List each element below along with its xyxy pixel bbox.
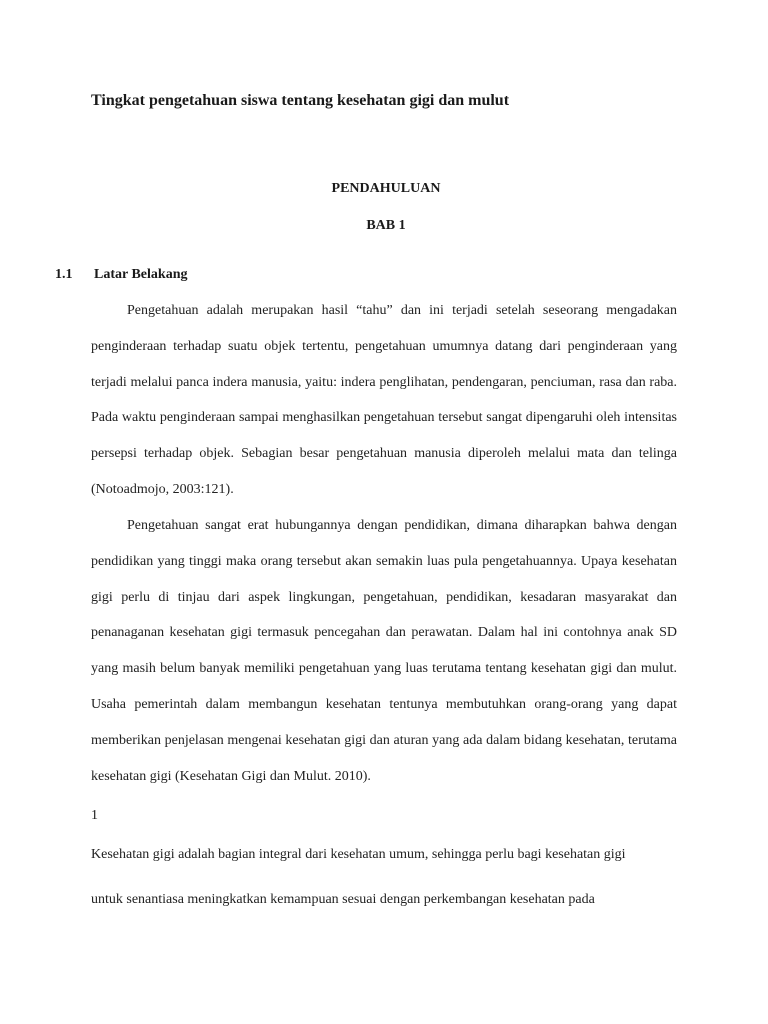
section-number: 1.1 <box>55 267 73 282</box>
paragraph-3-line-1: Kesehatan gigi adalah bagian integral dari kesehatan umum, sehingga perlu bagi kesehatan gigi <box>91 847 626 862</box>
section-heading <box>55 267 187 283</box>
paragraph-3-line-2: untuk senantiasa meningkatkan kemampuan sesuai dengan perkembangan kesehatan pada <box>91 892 595 907</box>
section-title: Latar Belakang <box>94 267 188 282</box>
paragraph-1: Pengetahuan adalah merupakan hasil “tahu” dan ini terjadi setelah seseorang mengadakan penginderaan terhadap suatu objek tertentu, pengetahuan umumnya datang dari penginderaan yang terjadi melalui panca indera manusia, yaitu: indera penglihatan, pendengaran, penciuman, rasa dan raba. Pada waktu penginderaan sampai menghasilkan pengetahuan tersebut sangat dipengaruhi oleh intensitas persepsi terhadap objek. Sebagian besar pengetahuan manusia diperoleh melalui mata dan telinga (Notoadmojo, 2003:121). <box>91 303 677 497</box>
heading-pendahuluan: PENDAHULUAN <box>331 181 441 196</box>
page-number: 1 <box>91 808 98 823</box>
heading-chapter: BAB 1 <box>366 218 406 233</box>
document-title: Tingkat pengetahuan siswa tentang kesehatan gigi dan mulut <box>91 92 510 109</box>
paragraph-2: Pengetahuan sangat erat hubungannya dengan pendidikan, dimana diharapkan bahwa dengan pendidikan yang tinggi maka orang tersebut akan semakin luas pula pengetahuannya. Upaya kesehatan gigi perlu di tinjau dari aspek lingkungan, pengetahuan, pendidikan, kesadaran masyarakat dan penanaganan kesehatan gigi termasuk pencegahan dan perawatan. Dalam hal ini contohnya anak SD yang masih belum banyak memiliki pengetahuan yang luas terutama tentang kesehatan gigi dan mulut. Usaha pemerintah dalam membangun kesehatan tentunya membutuhkan orang-orang yang dapat memberikan penjelasan mengenai kesehatan gigi dan aturan yang ada dalam bidang kesehatan, terutama kesehatan gigi (Kesehatan Gigi dan Mulut. 2010). <box>91 518 677 784</box>
